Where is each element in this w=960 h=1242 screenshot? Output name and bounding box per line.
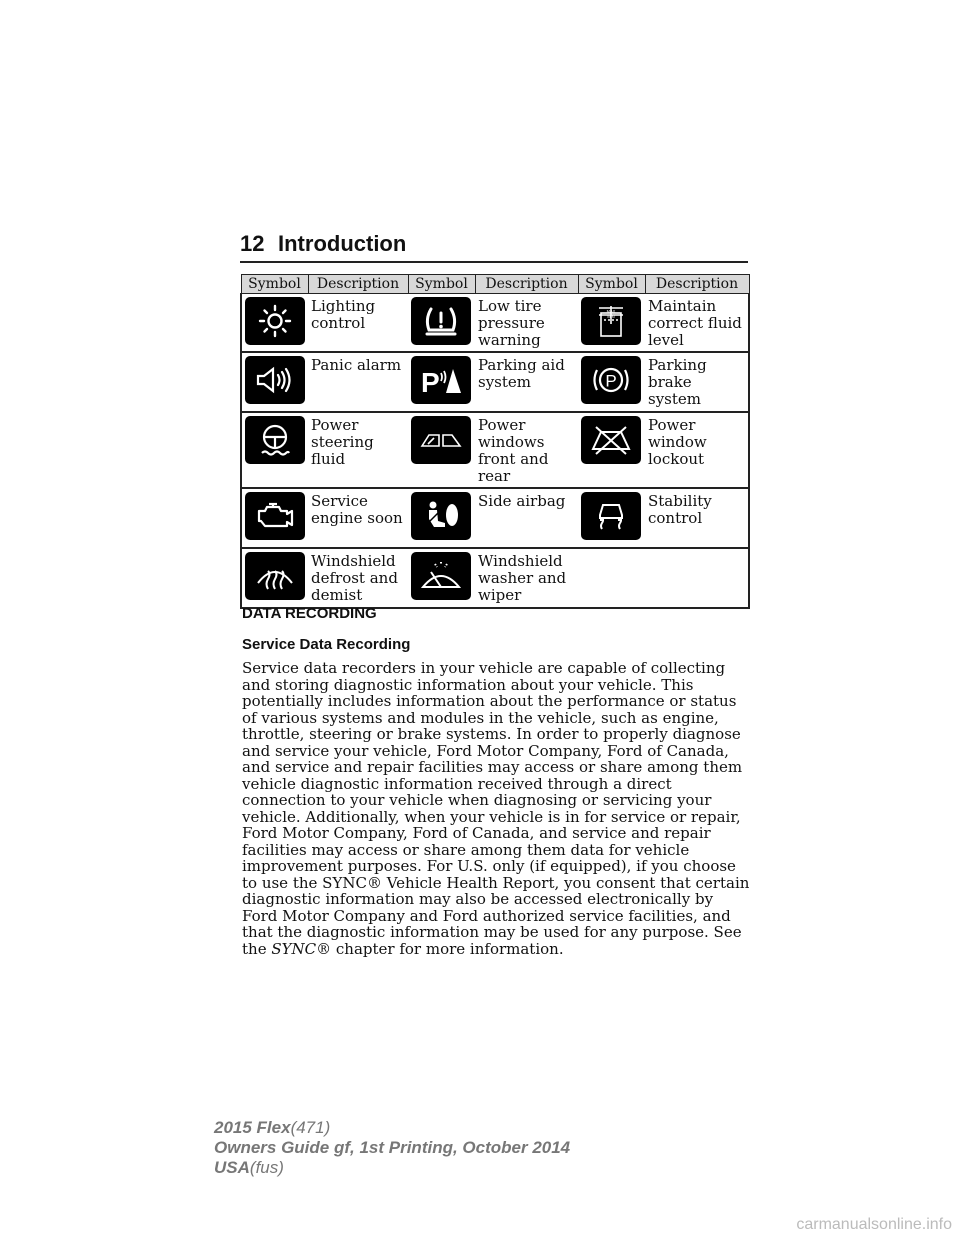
svg-text:MIN: MIN <box>607 314 615 319</box>
window-lockout-icon <box>581 416 641 464</box>
symbol-description: Windshield washer and wiper <box>475 548 578 608</box>
symbol-description: Parking brake system <box>645 352 749 412</box>
symbol-description: Lighting control <box>308 294 408 353</box>
watermark: carmanualsonline.info <box>796 1216 952 1233</box>
symbol-description: Side airbag <box>475 488 578 548</box>
symbol-table <box>240 274 750 609</box>
symbol-description: Power windows front and rear <box>475 412 578 488</box>
svg-text:MAX: MAX <box>606 308 616 314</box>
column-header: Description <box>308 275 408 294</box>
windshield-washer-icon <box>411 552 471 600</box>
sync-chapter-reference: SYNC® <box>271 939 332 958</box>
symbol-description <box>645 548 749 608</box>
svg-text:P: P <box>605 371 617 391</box>
symbol-description: Power window lockout <box>645 412 749 488</box>
svg-text:P: P <box>421 367 440 397</box>
column-header: Description <box>645 275 749 294</box>
symbol-description: Low tire pressure warning <box>475 294 578 353</box>
subsection-heading: Service Data Recording <box>242 636 411 653</box>
page-header <box>240 231 748 263</box>
page-number: 12 <box>240 231 265 256</box>
symbol-description: Panic alarm <box>308 352 408 412</box>
low-tire-pressure-icon <box>411 297 471 345</box>
stability-control-icon <box>581 492 641 540</box>
symbol-description: Maintain correct fluid level <box>645 294 749 353</box>
side-airbag-icon <box>411 492 471 540</box>
symbol-description: Stability control <box>645 488 749 548</box>
symbol-description: Parking aid system <box>475 352 578 412</box>
column-header: Symbol <box>408 275 475 294</box>
panic-alarm-icon <box>245 356 305 404</box>
body-paragraph: Service data recorders in your vehicle are capable of collecting and storing diagnostic information about your vehicle. This potentially includes information about the performance or status of various systems and modules in the vehicle, such as engine, throttle, steering or brake systems. In order to properly diagnose and service your vehicle, Ford Motor Company, Ford of Canada, and service and repair facilities may access or share among them vehicle diagnostic information received through a direct connection to your vehicle when diagnosing or servicing your vehicle. Additionally, when your vehicle is in for service or repair, Ford Motor Company, Ford of Canada, and service and repair facilities may access or share among them data for vehicle improvement purposes. For U.S. only (if equipped), if you choose to use the SYNC® Vehicle Health Report, you consent that certain diagnostic information may also be accessed electronically by Ford Motor Company and Ford authorized service facilities, and that the diagnostic information may be used for any purpose. See the SYNC® chapter for more information. <box>242 659 750 958</box>
table-row <box>241 294 749 353</box>
table-row <box>241 548 749 608</box>
symbol-description: Power steering fluid <box>308 412 408 488</box>
power-steering-icon <box>245 416 305 464</box>
symbol-description: Windshield defrost and demist <box>308 548 408 608</box>
section-title: Introduction <box>278 231 407 256</box>
table-header-row <box>241 275 749 294</box>
table-row <box>241 352 749 412</box>
windshield-defrost-icon <box>245 552 305 600</box>
parking-aid-icon <box>411 356 471 404</box>
column-header: Symbol <box>241 275 308 294</box>
page-footer: 2015 Flex(471) Owners Guide gf, 1st Printing, October 2014 USA(fus) <box>214 1118 571 1177</box>
symbol-description: Service engine soon <box>308 488 408 548</box>
service-engine-icon <box>245 492 305 540</box>
lighting-control-icon <box>245 297 305 345</box>
fluid-level-icon <box>581 297 641 345</box>
table-row <box>241 488 749 548</box>
section-heading: DATA RECORDING <box>242 605 377 622</box>
table-row <box>241 412 749 488</box>
column-header: Symbol <box>578 275 645 294</box>
power-windows-icon <box>411 416 471 464</box>
parking-brake-icon <box>581 356 641 404</box>
column-header: Description <box>475 275 578 294</box>
